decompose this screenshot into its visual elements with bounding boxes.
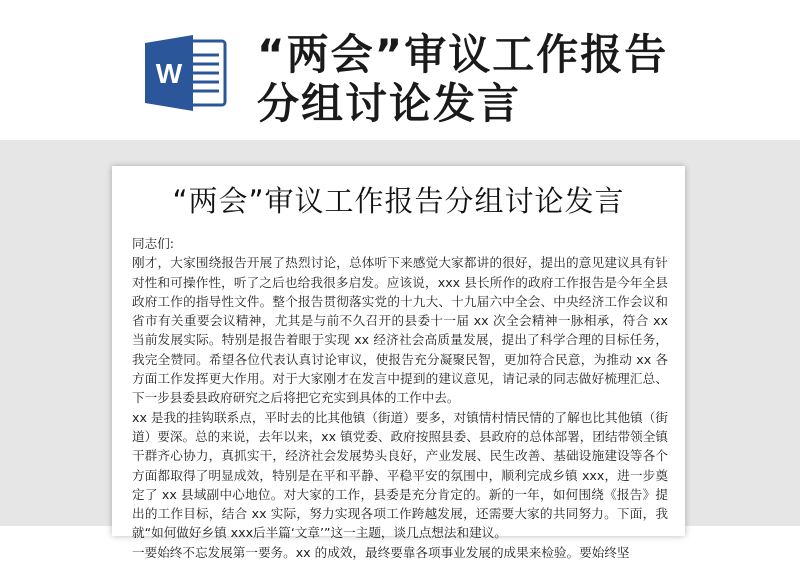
header-banner [0,0,800,140]
document-title: “两会”审议工作报告分组讨论发言 [257,30,669,128]
paragraph: 一要始终不忘发展第一要务。xx 的成效，最终要靠各项事业发展的成果来检验。要始终坚 [132,544,630,560]
paragraph: xx 是我的挂钩联系点，平时去的比其他镇（街道）要多，对镇情村情民情的了解也比其他镇（街道）要深。总的来说，去年以来，xx 镇党委、政府按照县委、县政府的总体部署，团结带领全镇干群齐心协力，真抓实干，经济社会发展势头良好，产业发展、民生改善、基础设施建设等各个方面都取得了明显成效，特别是在平和平静、平稳平安的氛围中，顺利完成乡镇 xxx，进一步奠定了 xx 县域副中心地位。对大家的工作，县委是充分肯定的。新的一年，如何围绕《报告》提出的工作目标，结合 xx 实际，努力实现各项工作跨越发展，还需要大家的共同努力。下面，我就“如何做好乡镇 xxx后半篇‘文章’”这一主题，谈几点想法和建议。 [132,409,668,541]
paragraph: 刚才，大家围绕报告开展了热烈讨论，总体听下来感觉大家都讲的很好，提出的意见建议具有针对性和可操作性，听了之后也给我很多启发。应该说，xxx 县长所作的政府工作报告是今年全县政府工作的指导性文件。整个报告贯彻落实党的十九大、十九届六中全会、中央经济工作会议和省市有关重要会议精神，尤其是与前不久召开的县委十一届 xx 次全会精神一脉相承，符合 xx 当前发展实际。特别是报告着眼于实现 xx 经济社会高质量发展，提出了科学合理的目标任务，我完全赞同。希望各位代表认真讨论审议，使报告充分凝聚民智，更加符合民意，为推动 xx 各方面工作发挥更大作用。对于大家刚才在发言中提到的建议意见，请记录的同志做好梳理汇总、下一步县委县政府研究之后将把它充实到具体的工作中去。 [132,255,668,406]
word-document-icon [143,33,229,113]
word-icon-letter: W [155,58,183,89]
document-page [112,166,685,560]
page-title: “两会”审议工作报告分组讨论发言 [172,184,625,218]
page-body [132,234,668,562]
salutation: 同志们: [132,236,175,251]
